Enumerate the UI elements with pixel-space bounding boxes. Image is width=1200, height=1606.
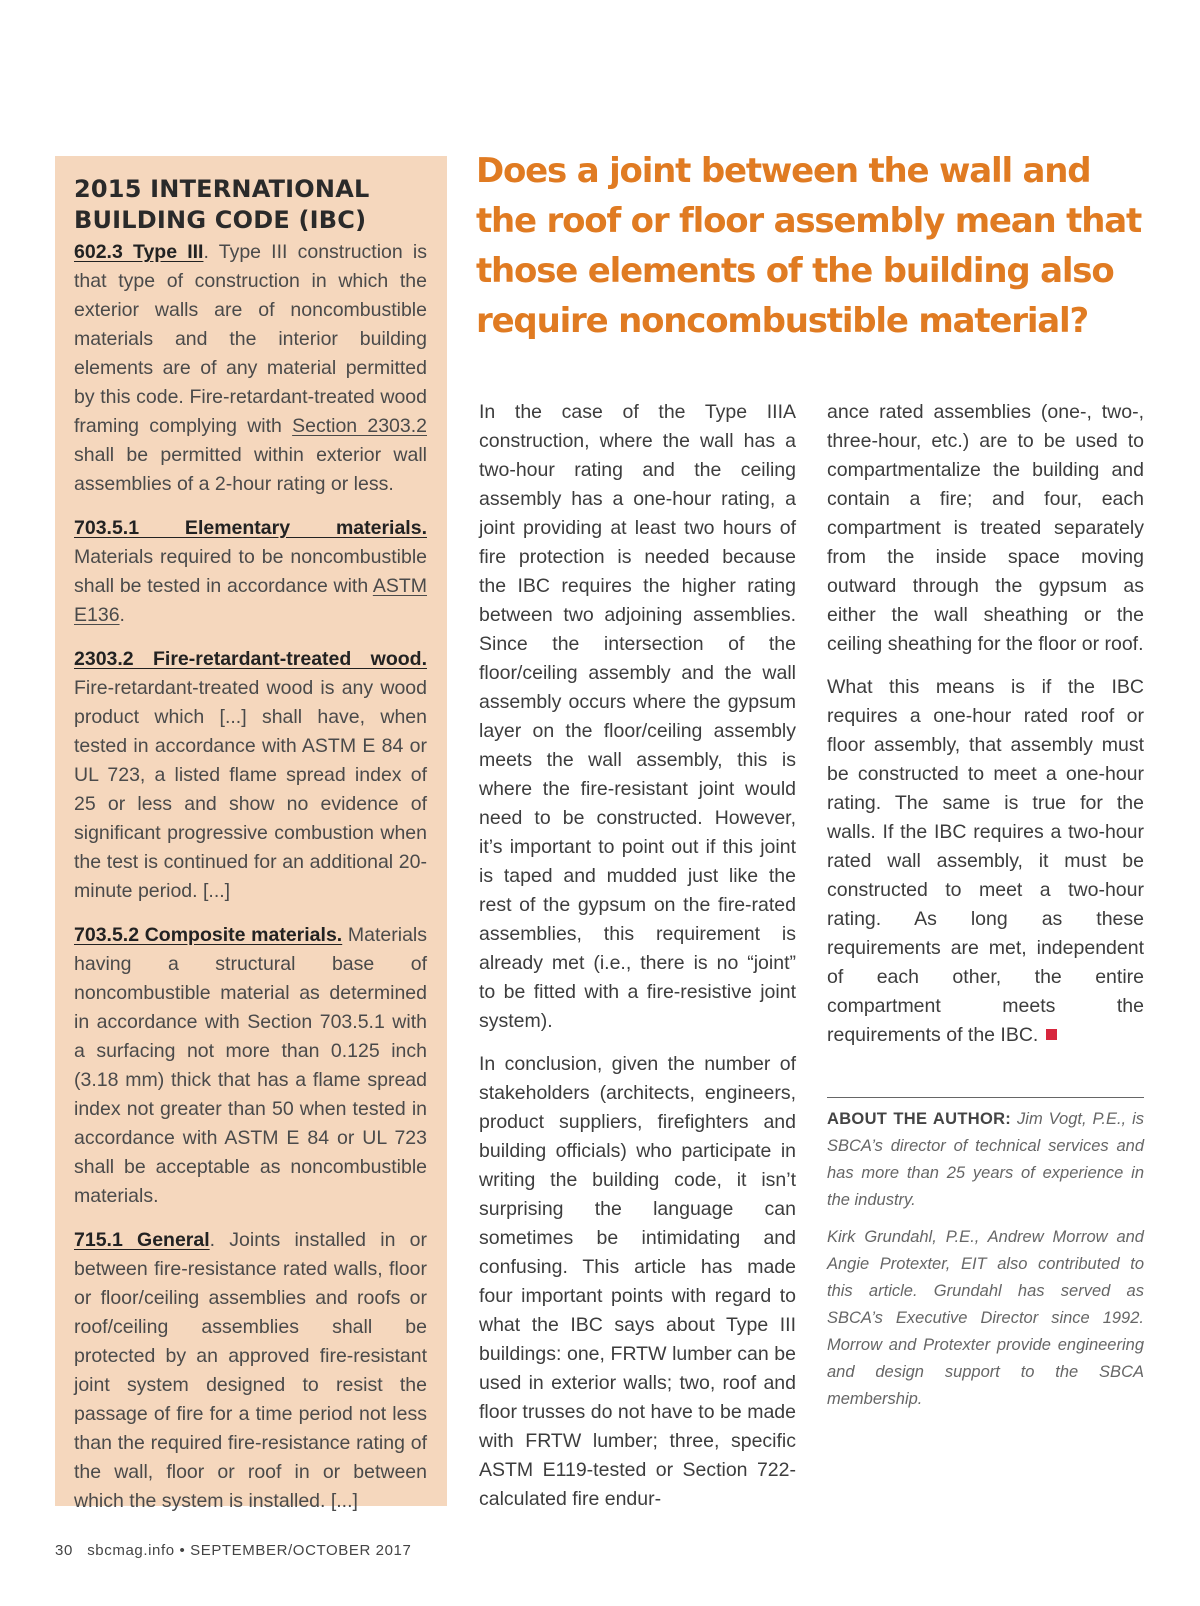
section-label: 703.5.2 Composite materials. xyxy=(74,924,343,946)
author-box xyxy=(827,1097,1144,1423)
sidebar-section-2303-2: 2303.2 Fire-retardant-treated wood. Fire-retardant-treated wood is any wood product which [...] shall have, when tested in accordance with ASTM E 84 or UL 723, a listed flame spread index of 25 or less and show no evidence of significant progressive combustion when the test is continued for an additional 20-minute period. [...] xyxy=(74,648,427,902)
end-mark-icon xyxy=(1046,1029,1057,1040)
sidebar-section-715-1: 715.1 General. Joints installed in or between fire-resistance rated walls, floor or floor/ceiling assemblies and roofs or roof/ceiling assemblies shall be protected by an approved fire-resistant joint system designed to resist the passage of fire for a time period not less than the required fire-resistance rating of the wall, floor or roof in or between which the system is installed. [...] xyxy=(74,1229,427,1512)
body-paragraph: In conclusion, given the number of stakeholders (architects, engineers, product suppliers, firefighters and building officials) who participate in writing the building code, it isn’t surprising the language can sometimes be intimidating and confusing. This article has made four important points with regard to what the IBC says about Type III buildings: one, FRTW lumber can be used in exterior walls; two, roof and floor trusses do not have to be made with FRTW lumber; three, specific ASTM E119-tested or Section 722-calculated fire endur- xyxy=(479,1053,796,1510)
author-bio: ABOUT THE AUTHOR: Jim Vogt, P.E., is SBCA’s director of technical services and has more than 25 years of experience in the industry. xyxy=(827,1110,1145,1209)
sidebar-section-602-3: 602.3 Type III. Type III construction is that type of construction in which the exterior walls are of noncombustible materials and the interior building elements are of any material permitted by this code. Fire-retardant-treated wood framing complying with Section 2303.2 shall be permitted within exterior wall assemblies of a 2-hour rating or less. xyxy=(74,241,428,495)
body-paragraph-final: What this means is if the IBC requires a one-hour rated roof or floor assembly, that assembly must be constructed to meet a one-hour rating. The same is true for the walls. If the IBC requires a two-hour rated wall assembly, it must be constructed to meet a two-hour rating. As long as these requirements are met, independent of each other, the entire compartment meets the requirements of the IBC. xyxy=(827,676,1144,1046)
section-label: 703.5.1 Elementary materials. xyxy=(74,517,427,539)
section-label: 715.1 General xyxy=(74,1229,210,1251)
page-number: 30 xyxy=(55,1542,73,1559)
issue-date: SEPTEMBER/OCTOBER 2017 xyxy=(190,1542,412,1559)
article-column-1 xyxy=(479,398,796,1528)
site-name[interactable]: sbcmag.info xyxy=(87,1542,175,1559)
article-headline: Does a joint between the wall and the roof or floor assembly mean that those elements of the building also require noncombustible material? xyxy=(476,151,1142,341)
sidebar-section-703-5-2: 703.5.2 Composite materials. Materials having a structural base of noncombustible material as determined in accordance with Section 703.5.1 with a surfacing not more than 0.125 inch (3.18 mm) thick that has a flame spread index not greater than 50 when tested in accordance with ASTM E 84 or UL 723 shall be acceptable as noncombustible materials. xyxy=(74,924,427,1207)
body-paragraph: In the case of the Type IIIA construction, where the wall has a two-hour rating and the ceiling assembly has a one-hour rating, a joint providing at least two hours of fire protection is needed because the IBC requires the higher rating between two adjoining assemblies. Since the intersection of the floor/ceiling assembly and the wall assembly occurs where the gypsum layer on the floor/ceiling assembly meets the wall assembly, this is where the fire-resistant joint would need to be constructed. However, it’s important to point out if this joint is taped and mudded just like the rest of the gypsum on the fire-rated assemblies, this requirement is already met (i.e., there is no “joint” to be fitted with a fire-resistive joint system). xyxy=(479,401,796,1032)
article-column-2 xyxy=(827,398,1144,1064)
code-sidebar xyxy=(55,156,447,1512)
author-label: ABOUT THE AUTHOR: xyxy=(827,1110,1012,1128)
footer-separator: • xyxy=(179,1542,186,1559)
author-contributors: Kirk Grundahl, P.E., Andrew Morrow and Angie Protexter, EIT also contributed to this article. Grundahl has served as SBCA’s Executive Director since 1992. Morrow and Protexter provide engineering and design support to the SBCA membership. xyxy=(827,1228,1144,1408)
section-label: 2303.2 Fire-retardant-treated wood. xyxy=(74,648,427,670)
section-link[interactable]: Section 2303.2 xyxy=(292,415,427,437)
sidebar-title: 2015 INTERNATIONAL BUILDING CODE (IBC) xyxy=(74,175,370,234)
section-label: 602.3 Type III xyxy=(74,241,204,263)
section-link[interactable]: ASTM E136 xyxy=(74,575,427,626)
page-footer xyxy=(55,1542,411,1559)
body-paragraph: ance rated assemblies (one-, two-, three-hour, etc.) are to be used to compartmentalize the building and contain a fire; and four, each compartment is treated separately from the inside space moving outward through the gypsum as either the wall sheathing or the ceiling sheathing for the floor or roof. xyxy=(827,401,1144,655)
sidebar-section-703-5-1: 703.5.1 Elementary materials. Materials required to be noncombustible shall be tested in accordance with ASTM E136. xyxy=(74,517,427,626)
